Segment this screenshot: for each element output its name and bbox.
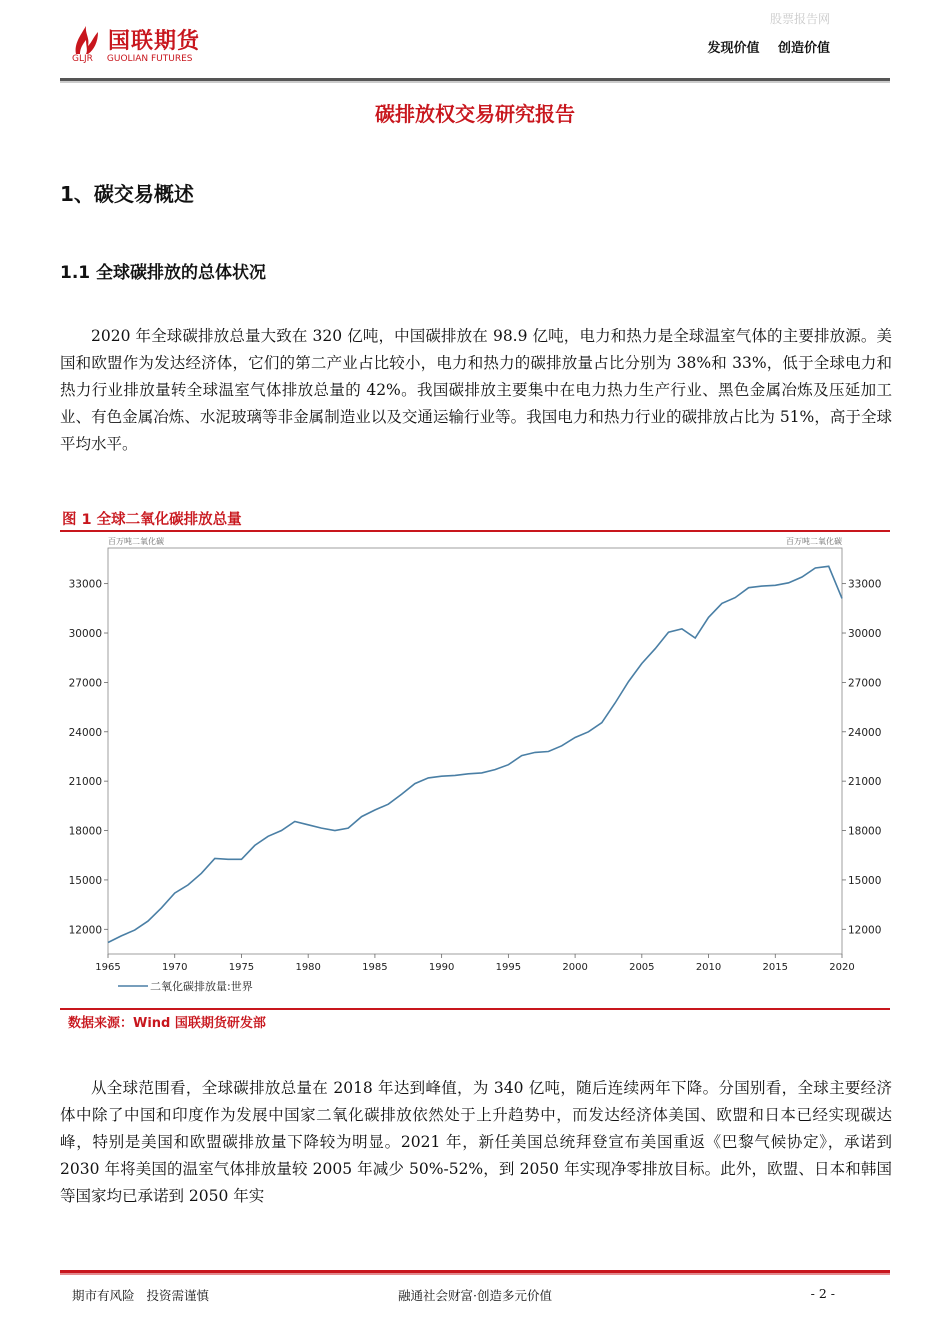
y-tick-label-left: 33000	[68, 578, 102, 591]
logo-english-name: GUOLIAN FUTURES	[106, 54, 193, 64]
plot-frame	[108, 548, 842, 954]
left-axis-unit: 百万吨二氧化碳	[108, 537, 164, 546]
x-tick-label: 1990	[428, 962, 455, 973]
x-tick-label: 2000	[562, 962, 588, 973]
subsection-heading: 1.1 全球碳排放的总体状况	[60, 263, 267, 283]
watermark: 股票报告网	[769, 12, 830, 26]
y-tick-label-left: 18000	[68, 825, 102, 838]
emissions-line-chart	[60, 534, 890, 1006]
y-tick-label-left: 21000	[68, 776, 102, 789]
x-tick-label: 2010	[695, 962, 722, 973]
document-title: 碳排放权交易研究报告	[375, 102, 575, 126]
y-tick-label-right: 33000	[848, 578, 882, 591]
footer-motto: 融通社会财富·创造多元价值	[398, 1288, 552, 1303]
logo-abbr: GLJR	[72, 54, 93, 64]
y-tick-label-right: 24000	[848, 726, 882, 739]
header-divider	[60, 78, 890, 83]
x-tick-label: 1980	[295, 962, 321, 973]
company-logo	[72, 20, 272, 68]
logo-english-line	[72, 54, 192, 64]
page-number: - 2 -	[810, 1286, 835, 1301]
body-paragraph-1: 2020 年全球碳排放总量大致在 320 亿吨，中国碳排放在 98.9 亿吨，电力和热力是全球温室气体的主要排放源。美国和欧盟作为发达经济体，它们的第二产业占比较小，电力和热力的碳排放量占比分别为 38%和 33%，低于全球电力和热力行业排放量转全球温室气体排放总量的 42%。我国碳排放主要集中在电力热力生产行业、黑色金属冶炼及压延加工业、有色金属冶炼、水泥玻璃等非金属制造业以及交通运输行业等。我国电力和热力行业的碳排放占比为 51%，高于全球平均水平。	[60, 327, 892, 453]
y-tick-label-left: 24000	[68, 726, 102, 739]
x-tick-label: 1975	[228, 962, 255, 973]
footer-divider	[60, 1270, 890, 1275]
x-tick-label: 2005	[629, 962, 655, 973]
figure-title: 图 1 全球二氧化碳排放总量	[62, 512, 242, 528]
header-slogan: 发现价值 创造价值	[707, 41, 830, 56]
y-tick-label-right: 30000	[848, 628, 882, 641]
figure-bottom-rule	[60, 1008, 890, 1010]
data-source-note: 数据来源：Wind 国联期货研发部	[68, 1016, 266, 1031]
y-tick-label-right: 15000	[848, 874, 882, 887]
x-tick-label: 1965	[95, 962, 121, 973]
right-axis-unit: 百万吨二氧化碳	[786, 537, 842, 546]
x-tick-label: 2015	[762, 962, 788, 973]
series-line-world	[108, 566, 842, 942]
body-paragraph-2: 从全球范围看，全球碳排放总量在 2018 年达到峰值，为 340 亿吨，随后连续两年下降。分国别看，全球主要经济体中除了中国和印度作为发展中国家二氧化碳排放依然处于上升趋势中，而发达经济体美国、欧盟和日本已经实现碳达峰，特别是美国和欧盟碳排放量下降较为明显。2021 年，新任美国总统拜登宣布美国重返《巴黎气候协定》，承诺到 2030 年将美国的温室气体排放量较 2005 年减少 50%-52%，到 2050 年实现净零排放目标。此外，欧盟、日本和韩国等国家均已承诺到 2050 年实	[60, 1079, 892, 1205]
figure-top-rule	[60, 530, 890, 532]
x-tick-label: 2020	[829, 962, 855, 973]
legend-label: 二氧化碳排放量:世界	[150, 980, 253, 993]
y-tick-label-left: 12000	[68, 924, 102, 937]
logo-flame-icon	[72, 22, 102, 56]
y-tick-label-right: 27000	[848, 677, 882, 690]
y-tick-label-right: 12000	[848, 924, 882, 937]
footer-risk-warning: 期市有风险 投资需谨慎	[72, 1288, 209, 1303]
y-tick-label-left: 27000	[68, 677, 102, 690]
logo-chinese-name: 国联期货	[108, 29, 201, 54]
y-tick-label-left: 15000	[68, 874, 102, 887]
section-heading: 1、碳交易概述	[60, 182, 194, 206]
x-tick-label: 1970	[162, 962, 188, 973]
x-tick-label: 1995	[495, 962, 522, 973]
x-tick-label: 1985	[362, 962, 388, 973]
y-tick-label-right: 18000	[848, 825, 882, 838]
y-tick-label-right: 21000	[848, 776, 882, 789]
y-tick-label-left: 30000	[68, 628, 102, 641]
